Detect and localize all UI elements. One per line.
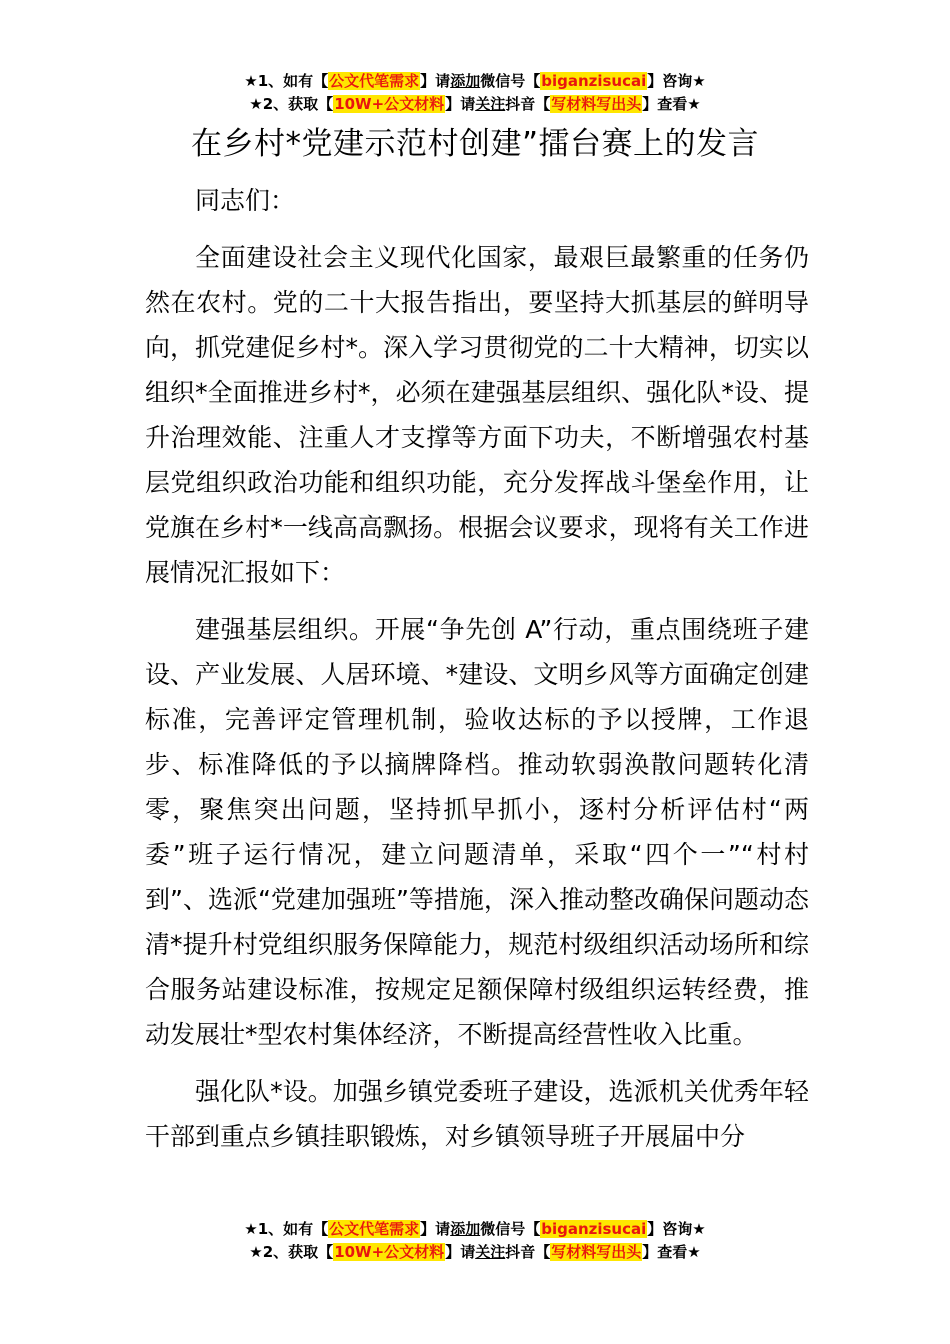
ad-footer-bottom [0,1218,950,1264]
ad-keyword: 关注 [475,1243,506,1261]
ad-line-1 [0,1218,950,1241]
ad-highlight: 10W+公文材料 [334,1243,445,1261]
document-title: 在乡村*党建示范村创建”擂台赛上的发言 [190,126,760,162]
ad-keyword: 关注 [475,95,506,113]
document-body [145,178,809,1159]
ad-highlight: biganzisucai [541,72,647,90]
ad-highlight: 10W+公文材料 [334,95,445,113]
ad-highlight: 公文代笔需求 [329,1220,420,1238]
ad-line-2 [0,1241,950,1264]
ad-text: 微信号【 [480,72,541,90]
ad-text: 】请 [445,1243,476,1261]
ad-highlight: 公文代笔需求 [329,72,420,90]
ad-text: 抖音【 [505,1243,551,1261]
paragraph-team: 强化队*设。加强乡镇党委班子建设，选派机关优秀年轻干部到重点乡镇挂职锻炼，对乡镇领导班子开展届中分 [145,1077,809,1151]
ad-text: 微信号【 [480,1220,541,1238]
ad-header-top [0,70,950,116]
ad-keyword: 添加 [450,1220,481,1238]
paragraph-grassroots: 建强基层组织。开展“争先创 A”行动，重点围绕班子建设、产业发展、人居环境、*建设、文明乡风等方面确定创建标准，完善评定管理机制，验收达标的予以授牌，工作退步、标准降低的予以摘牌降档。推动软弱涣散问题转化清零，聚焦突出问题，坚持抓早抓小，逐村分析评估村“两委”班子运行情况，建立问题清单，采取“四个一”“村村到”、选派“党建加强班”等措施，深入推动整改确保问题动态清*提升村党组织服务保障能力，规范村级组织活动场所和综合服务站建设标准，按规定足额保障村级组织运转经费，推动发展壮*型农村集体经济，不断提高经营性收入比重。 [145,615,809,1049]
ad-prefix: ★1、如有【 [244,1220,329,1238]
paragraph-intro: 全面建设社会主义现代化国家，最艰巨最繁重的任务仍然在农村。党的二十大报告指出，要坚持大抓基层的鲜明导向，抓党建促乡村*。深入学习贯彻党的二十大精神，切实以组织*全面推进乡村*，必须在建强基层组织、强化队*设、提升治理效能、注重人才支撑等方面下功夫，不断增强农村基层党组织政治功能和组织功能，充分发挥战斗堡垒作用，让党旗在乡村*一线高高飘扬。根据会议要求，现将有关工作进展情况汇报如下： [145,243,809,587]
ad-keyword: 添加 [450,72,481,90]
ad-line-1 [0,70,950,93]
ad-text: 抖音【 [505,95,551,113]
ad-prefix: ★2、获取【 [249,1243,334,1261]
ad-suffix: 】咨询★ [647,72,706,90]
ad-prefix: ★2、获取【 [249,95,334,113]
ad-suffix: 】查看★ [642,95,701,113]
ad-text: 】请 [445,95,476,113]
greeting: 同志们： [195,186,296,215]
ad-prefix: ★1、如有【 [244,72,329,90]
ad-highlight: 写材料写出头 [551,95,642,113]
ad-text: 】请 [420,1220,451,1238]
ad-highlight: biganzisucai [541,1220,647,1238]
ad-suffix: 】咨询★ [647,1220,706,1238]
ad-suffix: 】查看★ [642,1243,701,1261]
ad-line-2 [0,93,950,116]
ad-text: 】请 [420,72,451,90]
ad-highlight: 写材料写出头 [551,1243,642,1261]
